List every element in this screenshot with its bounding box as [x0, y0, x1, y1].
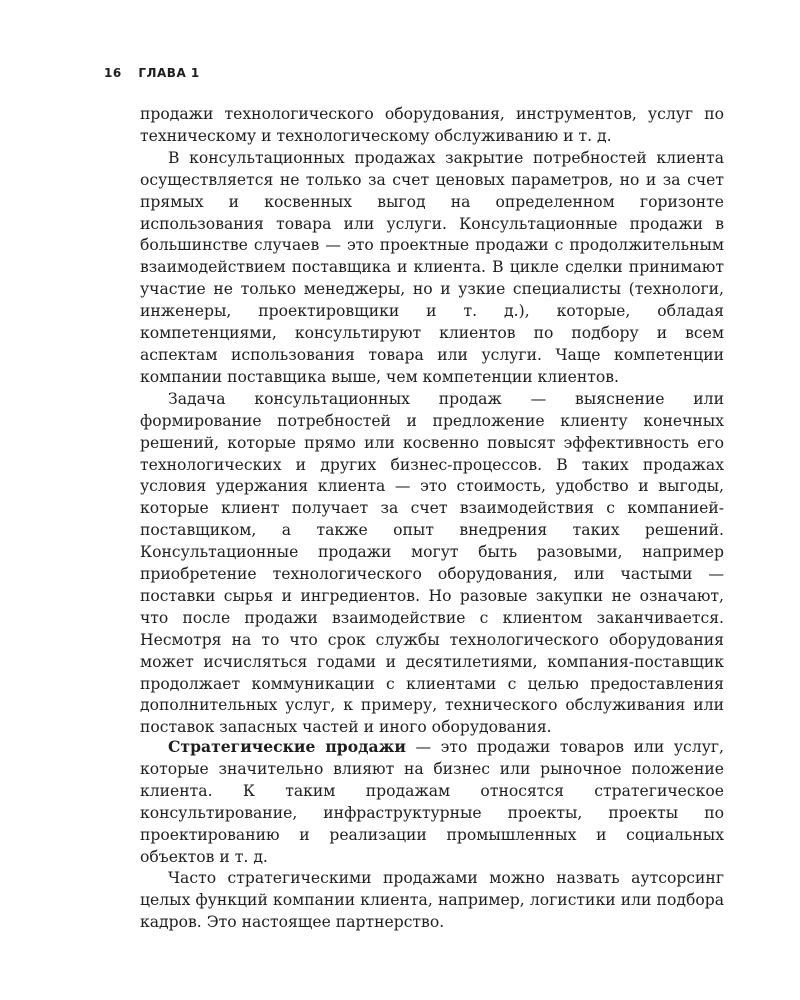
chapter-title: ГЛАВА 1	[138, 66, 200, 80]
strategic-sales-section	[140, 736, 724, 934]
running-head	[104, 66, 200, 80]
term-strategic-sales: Стратегические продажи	[168, 737, 406, 756]
page-number: 16	[104, 66, 122, 80]
paragraph-consultative-sales: В консультационных продажах закрытие потребностей клиента осуществляется не только за счет ценовых параметров, но и за счет прямых и косвенных выгод на определенном горизонте использования товара или услуги. Консультационные продажи в большинстве случаев — это проектные продажи с продолжительным взаимодействием поставщика и клиента. В цикле сделки принимают участие не только менеджеры, но и узкие специалисты (технологи, инженеры, проектировщики и т. д.), которые, обладая компетенциями, консультируют клиентов по подбору и всем аспектам использования товара или услуги. Чаще компетенции компании поставщика выше, чем компетенции клиентов.	[140, 148, 724, 386]
main-text-block	[140, 104, 724, 739]
paragraph-strategic-sales-definition	[140, 736, 724, 868]
paragraph-consultative-tasks: Задача консультационных продаж — выяснение или формирование потребностей и предложение клиенту конечных решений, которые прямо или косвенно повысят эффективность его технологических и других бизнес-процессов. В таких продажах условия удержания клиента — это стоимость, удобство и выгоды, которые клиент получает за счет взаимодействия с компанией-поставщиком, а также опыт внедрения таких решений. Консультационные продажи могут быть разовыми, например приобретение технологического оборудования, или частыми — поставки сырья и ингредиентов. Но разовые закупки не означают, что после продажи взаимодействие с клиентом заканчивается. Несмотря на то что срок службы технологического оборудования может исчисляться годами и десятилетиями, компания-поставщик продолжает коммуникации с клиентами с целью предоставления дополнительных услуг, к примеру, технического обслуживания или поставок запасных частей и иного оборудования.	[140, 389, 724, 737]
definition-text: — это продажи товаров или услуг, которые значительно влияют на бизнес или рыночное положение клиента. К таким продажам относятся стратегическое консультирование, инфраструктурные проекты, проекты по проектированию и реализации промышленных и социальных объектов и т. д.	[140, 738, 724, 866]
paragraph-continuation: продажи технологического оборудования, инструментов, услуг по техническому и технологическому обслуживанию и т. д.	[140, 105, 724, 145]
paragraph-outsourcing: Часто стратегическими продажами можно назвать аутсорсинг целых функций компании клиента, например, логистики или подбора кадров. Это настоящее партнерство.	[140, 869, 724, 932]
